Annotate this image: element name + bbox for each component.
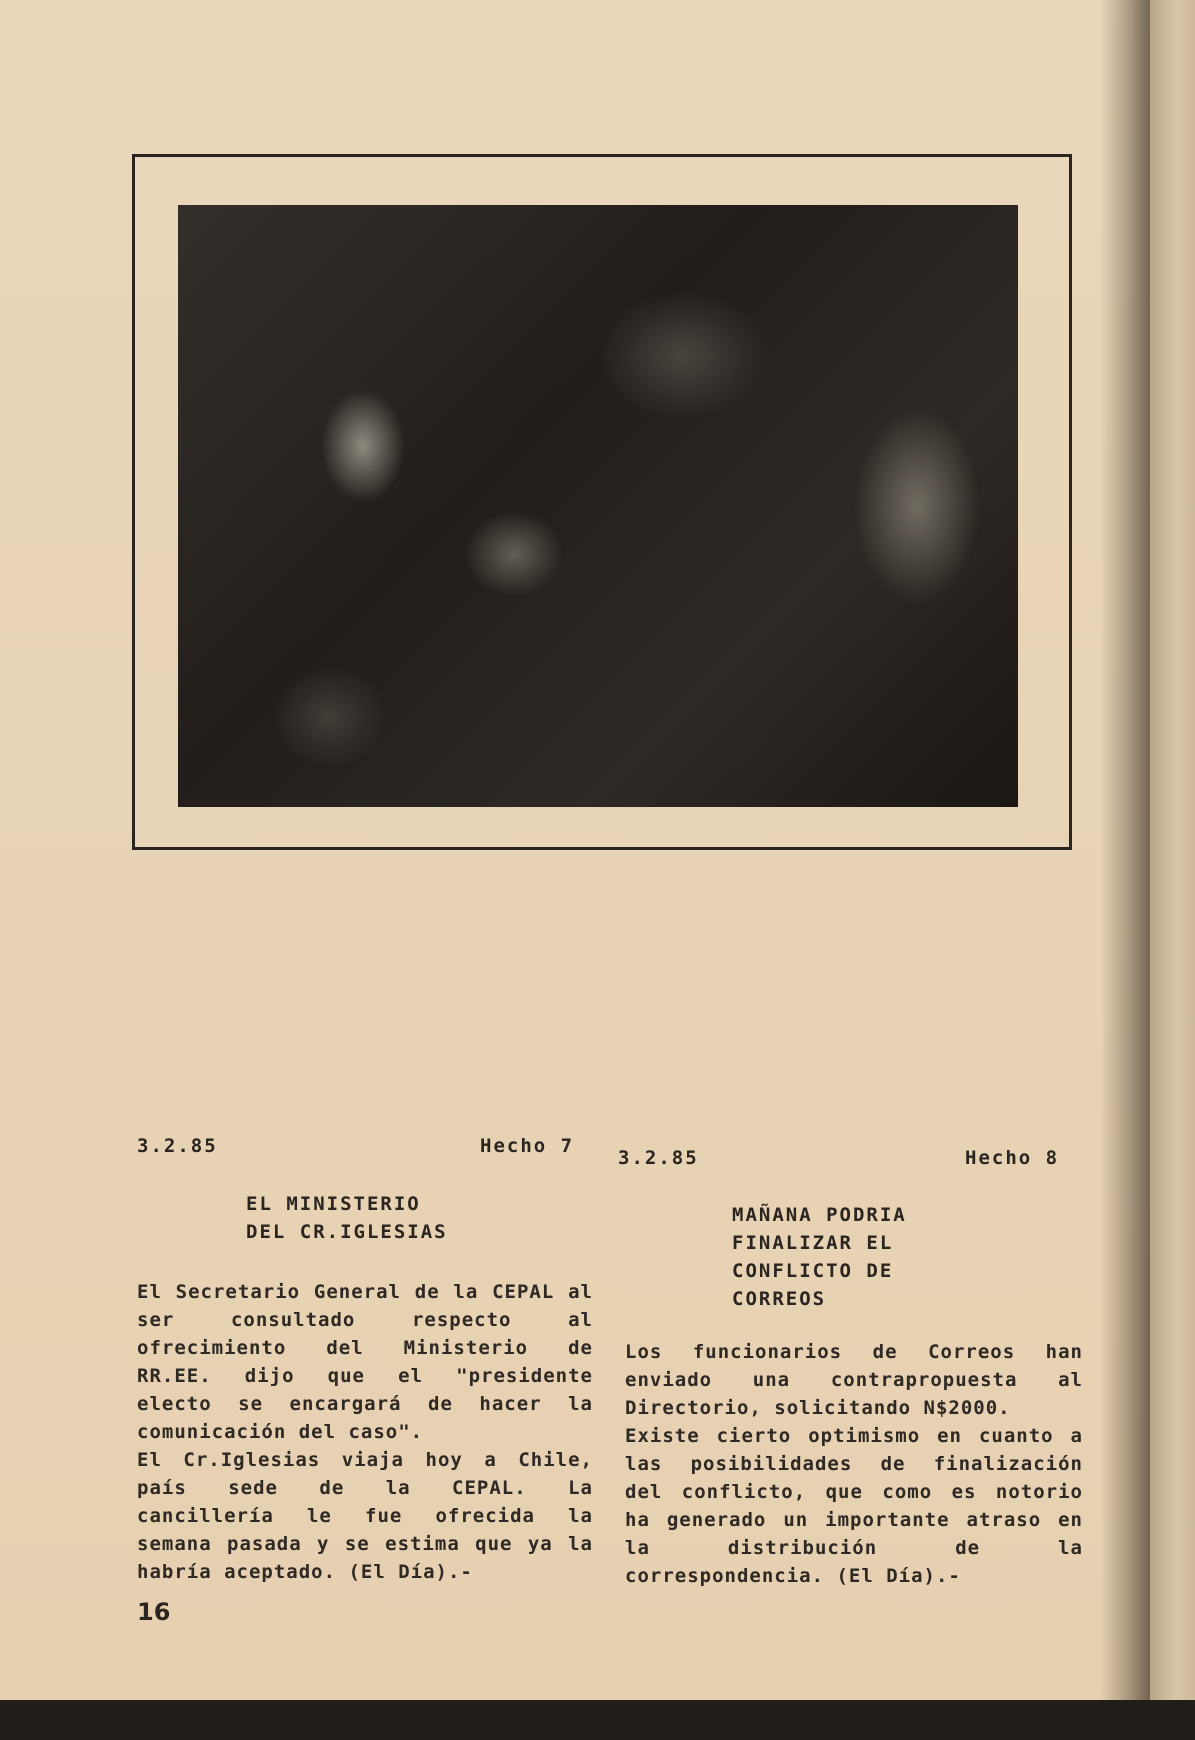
right-hecho-label: Hecho 8	[965, 1147, 1060, 1169]
right-paragraph: Los funcionarios de Correos han enviado una contrapropuesta al Directorio, solicitando N$2000.	[625, 1341, 1083, 1419]
right-headline-line: CORREOS	[732, 1288, 827, 1310]
right-headline	[732, 1201, 907, 1313]
right-headline-line: FINALIZAR EL	[732, 1232, 894, 1254]
right-date: 3.2.85	[618, 1147, 699, 1169]
left-body	[137, 1278, 593, 1586]
right-headline-line: MAÑANA PODRIA	[732, 1204, 907, 1226]
left-headline-line: DEL CR.IGLESIAS	[246, 1221, 448, 1243]
right-body	[625, 1338, 1083, 1590]
right-paragraph: Existe cierto optimismo en cuanto a las posibilidades de finalización del conflicto, que como es notorio ha generado un importante atraso en la distribución de la correspondencia. (El Día).-	[625, 1425, 1083, 1587]
left-headline-line: EL MINISTERIO	[246, 1193, 421, 1215]
left-paragraph: El Cr.Iglesias viaja hoy a Chile, país sede de la CEPAL. La cancillería le fue ofrecida la semana pasada y se estima que ya la habría aceptado. (El Día).-	[137, 1449, 593, 1583]
left-hecho-label: Hecho 7	[480, 1135, 575, 1157]
right-headline-line: CONFLICTO DE	[732, 1260, 894, 1282]
background-edge	[0, 1700, 1195, 1740]
left-date: 3.2.85	[137, 1135, 218, 1157]
next-page-edge	[1150, 0, 1195, 1740]
page-number: 16	[137, 1598, 171, 1626]
protest-photo	[178, 205, 1018, 807]
left-headline	[246, 1190, 448, 1246]
left-paragraph: El Secretario General de la CEPAL al ser consultado respecto al ofrecimiento del Ministerio de RR.EE. dijo que el "presidente electo se encargará de hacer la comunicación del caso".	[137, 1281, 593, 1443]
